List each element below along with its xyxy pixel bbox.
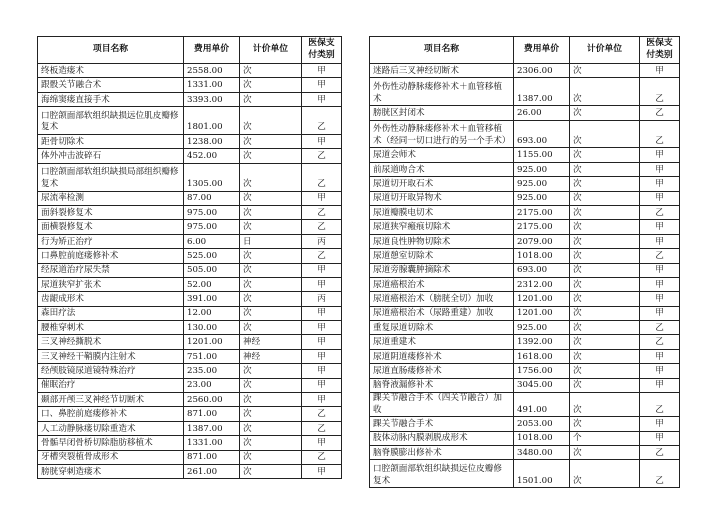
cell-item-name: 经尿道治疗尿失禁	[38, 263, 184, 277]
cell-insurance-category: 乙	[640, 460, 680, 488]
cell-unit-price: 12.00	[184, 306, 240, 320]
table-row	[370, 460, 680, 488]
cell-billing-unit: 次	[570, 393, 640, 417]
cell-unit-price: 925.00	[514, 162, 570, 176]
cell-billing-unit: 次	[570, 263, 640, 277]
cell-item-name: 脑脊液漏修补术	[370, 378, 514, 392]
cell-unit-price: 525.00	[184, 249, 240, 263]
cell-unit-price: 1387.00	[514, 78, 570, 106]
cell-item-name: 体外冲击波碎石	[38, 149, 184, 163]
cell-item-name: 前尿道吻合术	[370, 162, 514, 176]
cell-item-name: 尿道切开取异物术	[370, 191, 514, 205]
table-row	[38, 349, 342, 363]
cell-item-name: 跟骰关节融合术	[38, 78, 184, 92]
cell-unit-price: 2312.00	[514, 277, 570, 291]
table-header-row	[38, 37, 342, 64]
cell-billing-unit: 次	[570, 249, 640, 263]
cell-unit-price: 23.00	[184, 378, 240, 392]
cell-billing-unit: 次	[570, 106, 640, 120]
cell-insurance-category: 甲	[640, 417, 680, 431]
table-row	[38, 64, 342, 78]
cell-item-name: 尿道会师术	[370, 148, 514, 162]
cell-insurance-category: 甲	[302, 78, 342, 92]
cell-insurance-category: 乙	[640, 120, 680, 148]
table-row	[370, 417, 680, 431]
cell-insurance-category: 甲	[302, 306, 342, 320]
cell-unit-price: 1201.00	[514, 292, 570, 306]
cell-billing-unit: 次	[570, 292, 640, 306]
cell-item-name: 催眠治疗	[38, 378, 184, 392]
cell-insurance-category: 甲	[302, 364, 342, 378]
table-row	[370, 205, 680, 219]
cell-insurance-category: 丙	[302, 234, 342, 248]
table-row	[370, 445, 680, 459]
cell-insurance-category: 甲	[302, 263, 342, 277]
cell-unit-price: 1018.00	[514, 431, 570, 445]
table-row	[370, 249, 680, 263]
header-billing-unit: 计价单位	[570, 37, 640, 64]
table-row	[38, 364, 342, 378]
cell-unit-price: 925.00	[514, 177, 570, 191]
cell-unit-price: 751.00	[184, 349, 240, 363]
cell-unit-price: 975.00	[184, 205, 240, 219]
table-row	[38, 378, 342, 392]
table-row	[38, 163, 342, 191]
cell-item-name: 腰椎穿刺术	[38, 321, 184, 335]
cell-item-name: 尿道良性肿物切除术	[370, 234, 514, 248]
cell-unit-price: 1331.00	[184, 436, 240, 450]
cell-insurance-category: 丙	[302, 292, 342, 306]
cell-item-name: 骨骺早闭骨桥切除脂肪移植术	[38, 436, 184, 450]
cell-unit-price: 871.00	[184, 407, 240, 421]
cell-billing-unit: 次	[570, 321, 640, 335]
cell-item-name: 尿道狭窄扩张术	[38, 277, 184, 291]
table-row	[370, 177, 680, 191]
cell-item-name: 外伤性动静脉瘘修补术＋血管移植术（经同一切口进行的另一个手术）	[370, 120, 514, 148]
table-row	[370, 191, 680, 205]
cell-item-name: 迷路后三叉神经切断术	[370, 64, 514, 78]
cell-insurance-category: 甲	[302, 436, 342, 450]
cell-item-name: 尿道癌根治术（膀胱全切）加收	[370, 292, 514, 306]
cell-insurance-category: 甲	[640, 177, 680, 191]
cell-unit-price: 693.00	[514, 120, 570, 148]
cell-insurance-category: 甲	[302, 191, 342, 205]
cell-unit-price: 87.00	[184, 191, 240, 205]
cell-insurance-category: 甲	[640, 349, 680, 363]
cell-billing-unit: 次	[240, 249, 302, 263]
cell-unit-price: 2175.00	[514, 220, 570, 234]
header-item-name: 项目名称	[370, 37, 514, 64]
cell-insurance-category: 甲	[640, 364, 680, 378]
cell-insurance-category: 甲	[640, 234, 680, 248]
cell-billing-unit: 次	[570, 220, 640, 234]
header-insurance-category: 医保支付类别	[640, 37, 680, 64]
cell-billing-unit: 次	[240, 364, 302, 378]
cell-insurance-category: 甲	[302, 464, 342, 478]
cell-item-name: 口腔颌面部软组织缺损局部组织瓣修复术	[38, 163, 184, 191]
fee-table-left	[37, 36, 342, 479]
cell-insurance-category: 乙	[302, 249, 342, 263]
cell-unit-price: 391.00	[184, 292, 240, 306]
table-row	[370, 335, 680, 349]
cell-billing-unit: 次	[570, 162, 640, 176]
cell-billing-unit: 次	[570, 78, 640, 106]
table-row	[370, 220, 680, 234]
cell-insurance-category: 乙	[640, 78, 680, 106]
cell-billing-unit: 次	[240, 436, 302, 450]
cell-billing-unit: 次	[240, 378, 302, 392]
cell-item-name: 肢体动脉内膜剥脱成形术	[370, 431, 514, 445]
cell-item-name: 三叉神经撕脱术	[38, 335, 184, 349]
cell-billing-unit: 次	[240, 393, 302, 407]
cell-item-name: 面横裂修复术	[38, 220, 184, 234]
cell-billing-unit: 次	[570, 234, 640, 248]
cell-insurance-category: 甲	[302, 92, 342, 106]
cell-item-name: 口、鼻腔前庭瘘修补术	[38, 407, 184, 421]
cell-unit-price: 1618.00	[514, 349, 570, 363]
table-row	[38, 107, 342, 135]
cell-billing-unit: 次	[570, 148, 640, 162]
table-row	[370, 106, 680, 120]
cell-billing-unit: 次	[570, 335, 640, 349]
cell-billing-unit: 次	[570, 120, 640, 148]
table-row	[38, 92, 342, 106]
cell-billing-unit: 神经	[240, 335, 302, 349]
cell-billing-unit: 次	[570, 364, 640, 378]
cell-billing-unit: 次	[240, 205, 302, 219]
cell-item-name: 尿道憩室切除术	[370, 249, 514, 263]
table-row	[38, 191, 342, 205]
header-billing-unit: 计价单位	[240, 37, 302, 64]
table-row	[38, 249, 342, 263]
table-row	[370, 349, 680, 363]
cell-unit-price: 1387.00	[184, 421, 240, 435]
cell-item-name: 膀胱区封闭术	[370, 106, 514, 120]
table-row	[38, 436, 342, 450]
cell-item-name: 踝关节融合手术（四关节融合）加收	[370, 393, 514, 417]
cell-insurance-category: 乙	[640, 106, 680, 120]
cell-item-name: 尿流率检测	[38, 191, 184, 205]
cell-billing-unit: 次	[240, 277, 302, 291]
cell-unit-price: 261.00	[184, 464, 240, 478]
cell-item-name: 牙槽突裂植骨成形术	[38, 450, 184, 464]
table-row	[38, 292, 342, 306]
table-row	[38, 149, 342, 163]
table-row	[38, 321, 342, 335]
table-row	[38, 450, 342, 464]
cell-billing-unit: 次	[570, 378, 640, 392]
cell-billing-unit: 次	[240, 107, 302, 135]
table-row	[38, 277, 342, 291]
cell-unit-price: 3045.00	[514, 378, 570, 392]
cell-item-name: 尿道癌根治术（尿路重建）加收	[370, 306, 514, 320]
cell-billing-unit: 次	[570, 177, 640, 191]
cell-item-name: 脑脊膜膨出修补术	[370, 445, 514, 459]
table-row	[370, 378, 680, 392]
cell-billing-unit: 次	[240, 149, 302, 163]
table-row	[370, 364, 680, 378]
table-row	[370, 78, 680, 106]
table-row	[370, 120, 680, 148]
cell-billing-unit: 次	[240, 191, 302, 205]
cell-insurance-category: 甲	[302, 335, 342, 349]
table-row	[370, 234, 680, 248]
cell-insurance-category: 甲	[302, 277, 342, 291]
fee-table-right	[369, 36, 680, 488]
cell-unit-price: 1305.00	[184, 163, 240, 191]
cell-insurance-category: 甲	[640, 263, 680, 277]
table-row	[38, 306, 342, 320]
cell-item-name: 海绵窦瘘直接手术	[38, 92, 184, 106]
cell-item-name: 森田疗法	[38, 306, 184, 320]
cell-unit-price: 1331.00	[184, 78, 240, 92]
cell-unit-price: 1801.00	[184, 107, 240, 135]
table-row	[370, 306, 680, 320]
cell-item-name: 尿道切开取石术	[370, 177, 514, 191]
table-body-right	[370, 64, 680, 488]
cell-item-name: 外伤性动静脉瘘修补术＋血管移植术	[370, 78, 514, 106]
header-insurance-category: 医保支付类别	[302, 37, 342, 64]
cell-unit-price: 693.00	[514, 263, 570, 277]
cell-unit-price: 2053.00	[514, 417, 570, 431]
cell-item-name: 三叉神经干鞘膜内注射术	[38, 349, 184, 363]
cell-insurance-category: 乙	[302, 220, 342, 234]
cell-insurance-category: 乙	[302, 450, 342, 464]
table-row	[370, 321, 680, 335]
cell-unit-price: 925.00	[514, 321, 570, 335]
cell-billing-unit: 次	[240, 464, 302, 478]
cell-unit-price: 3393.00	[184, 92, 240, 106]
table-row	[38, 263, 342, 277]
cell-billing-unit: 次	[570, 277, 640, 291]
table-row	[38, 393, 342, 407]
cell-insurance-category: 甲	[302, 378, 342, 392]
cell-unit-price: 1392.00	[514, 335, 570, 349]
cell-unit-price: 925.00	[514, 191, 570, 205]
cell-item-name: 尿道重建术	[370, 335, 514, 349]
cell-item-name: 膀胱穿刺造瘘术	[38, 464, 184, 478]
cell-billing-unit: 次	[240, 92, 302, 106]
cell-item-name: 行为矫正治疗	[38, 234, 184, 248]
cell-insurance-category: 乙	[640, 249, 680, 263]
cell-item-name: 尿道狭窄瘢痕切除术	[370, 220, 514, 234]
cell-item-name: 口腔颌面部软组织缺损远位肌皮瓣修复术	[38, 107, 184, 135]
table-row	[38, 134, 342, 148]
cell-unit-price: 1201.00	[514, 306, 570, 320]
cell-unit-price: 2560.00	[184, 393, 240, 407]
cell-billing-unit: 次	[240, 134, 302, 148]
cell-insurance-category: 乙	[302, 163, 342, 191]
cell-billing-unit: 次	[570, 191, 640, 205]
cell-insurance-category: 甲	[640, 191, 680, 205]
cell-insurance-category: 甲	[640, 306, 680, 320]
cell-billing-unit: 次	[570, 306, 640, 320]
table-row	[370, 148, 680, 162]
cell-billing-unit: 次	[240, 64, 302, 78]
cell-insurance-category: 甲	[640, 431, 680, 445]
cell-unit-price: 1201.00	[184, 335, 240, 349]
cell-unit-price: 2079.00	[514, 234, 570, 248]
cell-billing-unit: 次	[240, 306, 302, 320]
cell-item-name: 尿道阴道瘘修补术	[370, 349, 514, 363]
cell-insurance-category: 甲	[640, 64, 680, 78]
cell-insurance-category: 甲	[640, 220, 680, 234]
table-row	[370, 292, 680, 306]
cell-unit-price: 26.00	[514, 106, 570, 120]
cell-item-name: 尿道瓣膜电切术	[370, 205, 514, 219]
cell-unit-price: 2558.00	[184, 64, 240, 78]
cell-insurance-category: 乙	[302, 107, 342, 135]
cell-insurance-category: 甲	[640, 277, 680, 291]
cell-billing-unit: 次	[240, 421, 302, 435]
cell-unit-price: 452.00	[184, 149, 240, 163]
cell-billing-unit: 次	[240, 163, 302, 191]
cell-unit-price: 6.00	[184, 234, 240, 248]
cell-unit-price: 871.00	[184, 450, 240, 464]
cell-billing-unit: 次	[240, 263, 302, 277]
cell-billing-unit: 次	[570, 205, 640, 219]
cell-billing-unit: 次	[570, 445, 640, 459]
table-row	[370, 162, 680, 176]
table-row	[38, 78, 342, 92]
table-row	[38, 205, 342, 219]
cell-insurance-category: 甲	[302, 321, 342, 335]
cell-item-name: 口腔颌面部软组织缺损远位皮瓣修复术	[370, 460, 514, 488]
cell-unit-price: 1155.00	[514, 148, 570, 162]
cell-insurance-category: 乙	[302, 149, 342, 163]
cell-billing-unit: 次	[570, 417, 640, 431]
cell-billing-unit: 次	[570, 64, 640, 78]
cell-insurance-category: 乙	[640, 393, 680, 417]
cell-unit-price: 1501.00	[514, 460, 570, 488]
cell-unit-price: 505.00	[184, 263, 240, 277]
cell-item-name: 尿道癌根治术	[370, 277, 514, 291]
table-row	[38, 234, 342, 248]
cell-insurance-category: 乙	[640, 335, 680, 349]
table-row	[38, 407, 342, 421]
cell-item-name: 人工动静脉瘘切除重造术	[38, 421, 184, 435]
table-row	[370, 263, 680, 277]
cell-unit-price: 491.00	[514, 393, 570, 417]
cell-insurance-category: 甲	[640, 148, 680, 162]
cell-item-name: 终板造瘘术	[38, 64, 184, 78]
cell-insurance-category: 甲	[302, 393, 342, 407]
cell-billing-unit: 神经	[240, 349, 302, 363]
cell-billing-unit: 次	[240, 292, 302, 306]
cell-item-name: 颞部开颅三叉神经节切断术	[38, 393, 184, 407]
table-row	[370, 393, 680, 417]
header-unit-price: 费用单价	[514, 37, 570, 64]
cell-insurance-category: 乙	[302, 421, 342, 435]
cell-billing-unit: 个	[570, 431, 640, 445]
table-row	[370, 277, 680, 291]
cell-insurance-category: 甲	[640, 162, 680, 176]
cell-unit-price: 235.00	[184, 364, 240, 378]
cell-unit-price: 2306.00	[514, 64, 570, 78]
table-row	[38, 421, 342, 435]
cell-item-name: 口鼻腔前庭瘘修补术	[38, 249, 184, 263]
table-row	[370, 431, 680, 445]
cell-insurance-category: 乙	[640, 321, 680, 335]
cell-unit-price: 130.00	[184, 321, 240, 335]
table-header-row	[370, 37, 680, 64]
cell-unit-price: 3480.00	[514, 445, 570, 459]
cell-unit-price: 975.00	[184, 220, 240, 234]
cell-item-name: 面斜裂修复术	[38, 205, 184, 219]
cell-item-name: 尿道直肠瘘修补术	[370, 364, 514, 378]
table-row	[38, 220, 342, 234]
cell-insurance-category: 甲	[302, 134, 342, 148]
cell-item-name: 重复尿道切除术	[370, 321, 514, 335]
cell-billing-unit: 次	[240, 450, 302, 464]
cell-unit-price: 52.00	[184, 277, 240, 291]
cell-item-name: 距骨切除术	[38, 134, 184, 148]
cell-billing-unit: 次	[240, 78, 302, 92]
cell-insurance-category: 甲	[302, 64, 342, 78]
header-item-name: 项目名称	[38, 37, 184, 64]
cell-insurance-category: 乙	[302, 407, 342, 421]
cell-unit-price: 1238.00	[184, 134, 240, 148]
cell-insurance-category: 乙	[640, 445, 680, 459]
cell-insurance-category: 甲	[640, 378, 680, 392]
cell-item-name: 踝关节融合手术	[370, 417, 514, 431]
cell-unit-price: 1018.00	[514, 249, 570, 263]
header-unit-price: 费用单价	[184, 37, 240, 64]
table-row	[38, 464, 342, 478]
table-row	[38, 335, 342, 349]
cell-billing-unit: 日	[240, 234, 302, 248]
cell-item-name: 尿道旁腺囊肿摘除术	[370, 263, 514, 277]
cell-unit-price: 1756.00	[514, 364, 570, 378]
cell-billing-unit: 次	[570, 460, 640, 488]
cell-billing-unit: 次	[240, 407, 302, 421]
cell-item-name: 经颅肢镜尿道镜特殊治疗	[38, 364, 184, 378]
table-body-left	[38, 64, 342, 479]
cell-billing-unit: 次	[240, 220, 302, 234]
cell-insurance-category: 甲	[302, 349, 342, 363]
cell-unit-price: 2175.00	[514, 205, 570, 219]
cell-insurance-category: 乙	[640, 205, 680, 219]
cell-insurance-category: 乙	[302, 205, 342, 219]
cell-item-name: 齿龈成形术	[38, 292, 184, 306]
cell-billing-unit: 次	[570, 349, 640, 363]
cell-billing-unit: 次	[240, 321, 302, 335]
cell-insurance-category: 甲	[640, 292, 680, 306]
table-row	[370, 64, 680, 78]
